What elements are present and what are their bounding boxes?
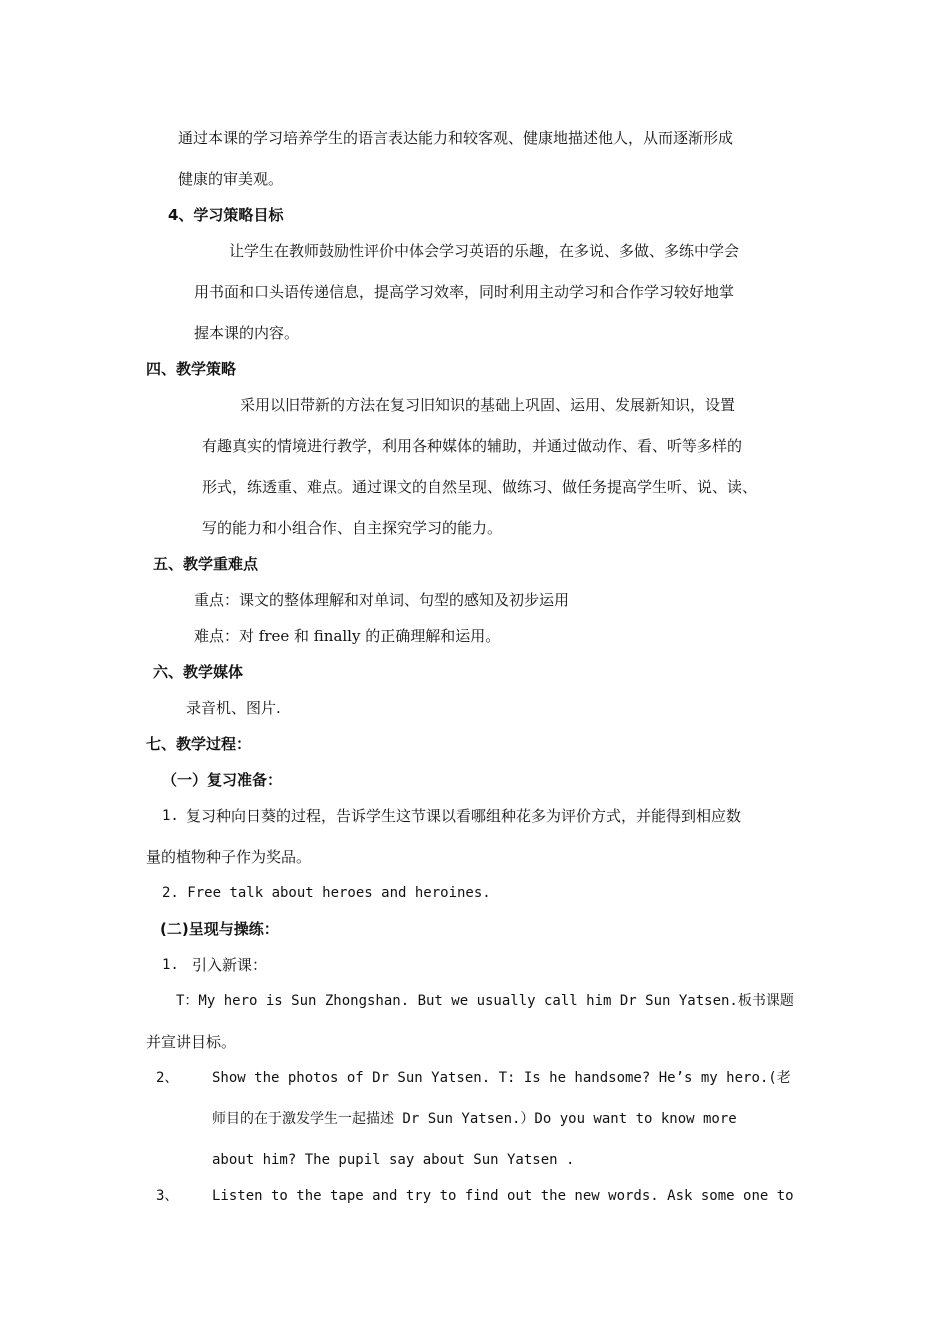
paragraph-line: 量的植物种子作为奖品。 (146, 848, 312, 866)
list-item: 引入新课： (192, 956, 268, 974)
list-number: 3、 (156, 1188, 179, 1204)
paragraph-line: 写的能力和小组合作、自主探究学习的能力。 (202, 519, 503, 537)
difficult-point-line: 难点：对 free 和 finally 的正确理解和运用。 (194, 627, 501, 645)
subsection-heading: (二)呈现与操练： (160, 920, 279, 938)
subsection-heading: （一）复习准备： (162, 771, 283, 789)
paragraph-line: 通过本课的学习培养学生的语言表达能力和较客观、健康地描述他人，从而逐渐形成 (178, 129, 734, 147)
teacher-line: T：My hero is Sun Zhongshan. But we usually call him Dr Sun Yatsen.板书课题 (176, 993, 794, 1009)
subsection-heading: 4、学习策略目标 (168, 206, 284, 224)
list-number: 1. (162, 957, 179, 973)
paragraph-line: 形式，练透重、难点。通过课文的自然呈现、做练习、做任务提高学生听、说、读、 (202, 478, 758, 496)
list-item: 2. Free talk about heroes and heroines. (162, 885, 491, 901)
paragraph-line: 健康的审美观。 (178, 170, 284, 188)
section-heading: 五、教学重难点 (153, 555, 259, 573)
key-point-line: 重点：课文的整体理解和对单词、句型的感知及初步运用 (194, 591, 570, 609)
paragraph-line: 有趣真实的情境进行教学，利用各种媒体的辅助，并通过做动作、看、听等多样的 (202, 437, 743, 455)
paragraph-line: 师目的在于激发学生一起描述 Dr Sun Yatsen.）Do you want to know more (212, 1111, 737, 1127)
paragraph-line: 采用以旧带新的方法在复习旧知识的基础上巩固、运用、发展新知识，设置 (240, 396, 736, 414)
list-number: 1. (162, 808, 179, 824)
paragraph-line: 复习种向日葵的过程，告诉学生这节课以看哪组种花多为评价方式，并能得到相应数 (186, 807, 742, 825)
paragraph-line: Show the photos of Dr Sun Yatsen. T: Is he handsome? He’s my hero.(老 (212, 1070, 791, 1086)
section-heading: 六、教学媒体 (153, 663, 244, 681)
paragraph-line: 用书面和口头语传递信息，提高学习效率，同时利用主动学习和合作学习较好地掌 (194, 283, 735, 301)
paragraph-line: about him? The pupil say about Sun Yatsen . (212, 1152, 575, 1168)
media-line: 录音机、图片. (186, 699, 281, 717)
paragraph-line: Listen to the tape and try to find out the new words. Ask some one to (212, 1188, 794, 1204)
paragraph-line: 让学生在教师鼓励性评价中体会学习英语的乐趣，在多说、多做、多练中学会 (229, 242, 740, 260)
list-number: 2、 (156, 1070, 179, 1086)
paragraph-line: 并宣讲目标。 (146, 1033, 237, 1051)
section-heading: 七、教学过程： (146, 735, 252, 753)
paragraph-line: 握本课的内容。 (194, 324, 300, 342)
section-heading: 四、教学策略 (146, 360, 237, 378)
